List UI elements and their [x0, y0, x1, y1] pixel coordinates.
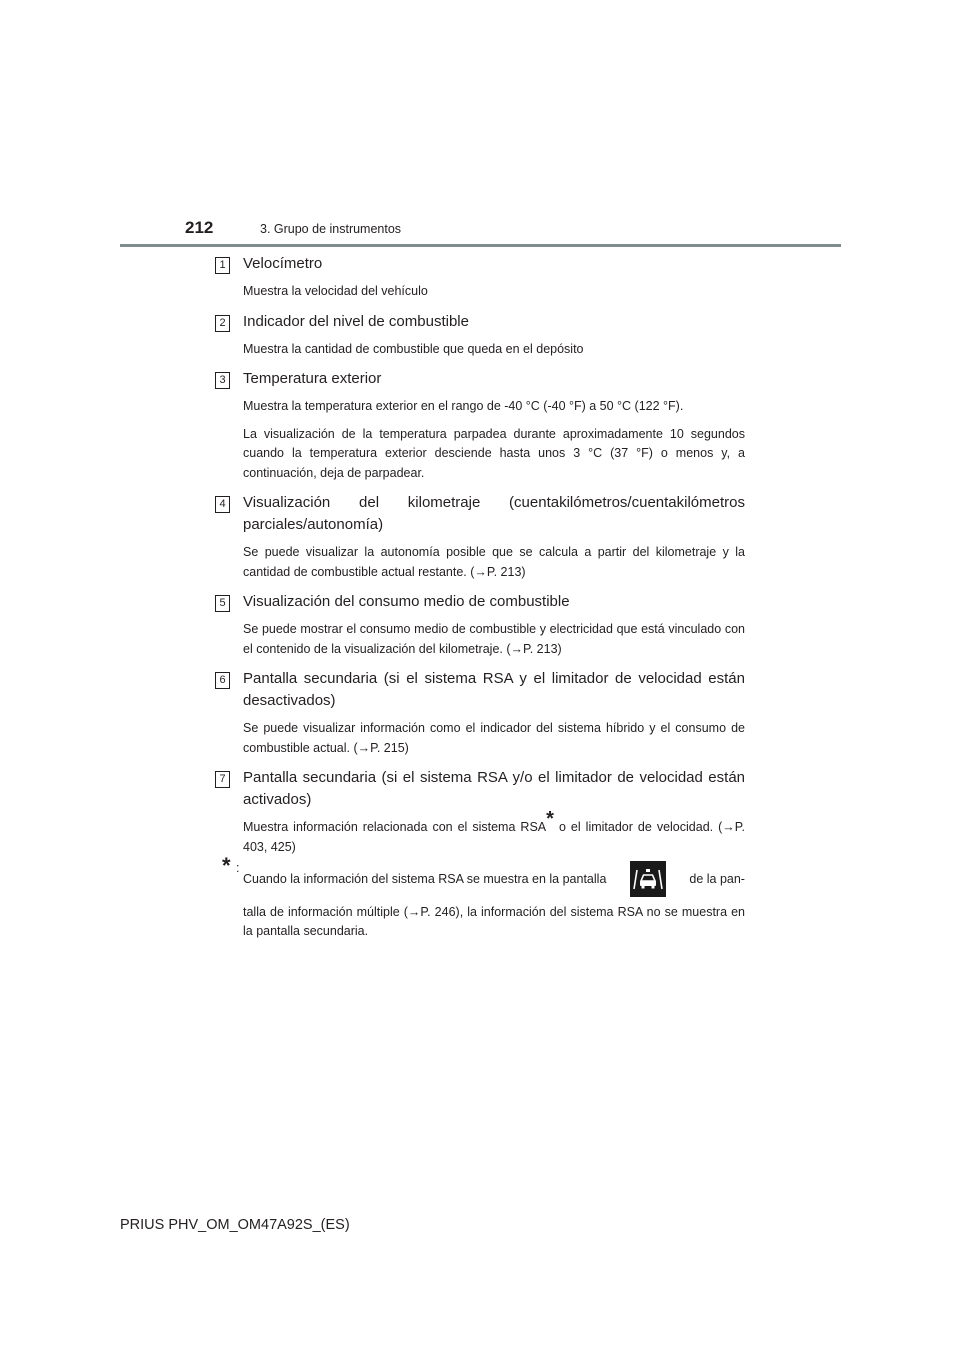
item-number-badge: 3 — [215, 372, 230, 389]
footnote-marker: * — [222, 853, 231, 878]
item-title: Visualización del consumo medio de combustible — [243, 593, 570, 610]
item-description: La visualización de la temperatura parpadea durante aproximadamente 10 segundos cuando la temperatura exterior desciende hasta unos 3 °C (37 °F) o menos y, a continuación, deja de parpadear. — [243, 426, 745, 480]
item-title: Indicador del nivel de combustible — [243, 312, 469, 330]
item-number-badge: 5 — [215, 595, 230, 612]
item-list — [215, 253, 745, 941]
footnote-reference-star: * — [546, 808, 554, 830]
footnote-first-line — [243, 859, 745, 899]
footnote-text: talla de información múltiple (→P. 246), la información del sistema RSA no se muestra en la pantalla secundaria. — [243, 905, 745, 938]
document-code: PRIUS PHV_OM_OM47A92S_(ES) — [120, 1217, 350, 1233]
item-title: Visualización del kilometraje (cuentakilómetros/cuentakilómetros parciales/autonomía) — [243, 494, 745, 533]
item-description: Muestra la cantidad de combustible que queda en el depósito — [243, 341, 584, 356]
header-divider — [120, 244, 841, 247]
list-item — [215, 668, 745, 758]
item-description: Muestra la temperatura exterior en el rango de -40 °C (-40 °F) a 50 °C (122 °F). — [243, 399, 684, 413]
item-description-text: o el limitador de velocidad. (→P. 403, 425) — [243, 820, 745, 854]
item-title: Pantalla secundaria (si el sistema RSA y el limitador de velocidad están desactivados) — [243, 670, 745, 709]
footnote-colon: : — [236, 861, 240, 875]
footnote — [215, 853, 745, 941]
list-item — [215, 368, 745, 483]
item-description — [243, 808, 745, 857]
list-item — [215, 492, 745, 582]
list-item — [215, 591, 745, 659]
list-item — [215, 311, 745, 360]
page-header — [0, 0, 960, 250]
item-number-badge: 6 — [215, 672, 230, 689]
item-number-badge: 2 — [215, 315, 230, 332]
item-number-badge: 1 — [215, 257, 230, 274]
list-item — [215, 253, 745, 302]
footnote-text: de la pan- — [689, 871, 745, 886]
section-title: 3. Grupo de instrumentos — [260, 222, 402, 236]
item-description: Se puede visualizar información como el indicador del sistema híbrido y el consumo de combustible actual. (→P. 215) — [243, 721, 745, 755]
item-number-badge: 4 — [215, 496, 230, 513]
rsa-display-icon — [630, 861, 666, 897]
footnote-text: Cuando la información del sistema RSA se muestra en la pantalla — [243, 871, 607, 886]
item-description-text: Muestra información relacionada con el sistema RSA — [243, 820, 547, 834]
item-title: Temperatura exterior — [243, 370, 382, 387]
list-item — [215, 767, 745, 857]
item-description: Se puede visualizar la autonomía posible que se calcula a partir del kilometraje y la cantidad de combustible actual restante. (→P. 213) — [243, 545, 745, 579]
item-title: Pantalla secundaria (si el sistema RSA y/o el limitador de velocidad están activados) — [243, 769, 745, 808]
item-number-badge: 7 — [215, 771, 230, 788]
item-description: Se puede mostrar el consumo medio de combustible y electricidad que está vinculado con el contenido de la visualización del kilometraje. (→P. 213) — [243, 622, 745, 656]
page-number: 212 — [185, 218, 214, 237]
item-title: Velocímetro — [243, 255, 323, 272]
item-description: Muestra la velocidad del vehículo — [243, 284, 428, 298]
